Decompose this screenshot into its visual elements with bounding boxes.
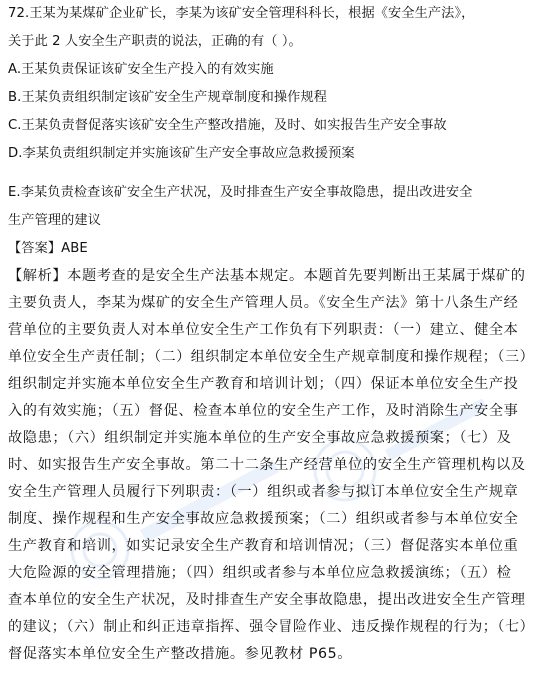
option-e-line-2: 生产管理的建议 bbox=[8, 213, 102, 228]
analysis-line-15: 督促落实本单位安全生产整改措施。参见教材 P65。 bbox=[8, 646, 353, 662]
option-d: D.李某负责组织制定并实施该矿生产安全事故应急救援预案 bbox=[8, 146, 355, 161]
analysis-line-13: 查本单位的安全生产状况，及时排查生产安全事故隐患，提出改进安全生产管理 bbox=[8, 592, 526, 608]
analysis-line-1: 【解析】本题考查的是安全生产法基本规定。本题首先要判断出王某属于煤矿的 bbox=[8, 268, 526, 284]
question-stem-line-2: 关于此 2 人安全生产职责的说法，正确的有（ ）。 bbox=[8, 34, 302, 49]
question-stem-line-1: 72.王某为某煤矿企业矿长，李某为该矿安全管理科科长，根据《安全生产法》， bbox=[8, 6, 475, 21]
analysis-line-14: 的建议；（六）制止和纠正违章指挥、强令冒险作业、违反操作规程的行为；（七） bbox=[8, 619, 535, 635]
option-a: A.王某负责保证该矿安全生产投入的有效实施 bbox=[8, 62, 274, 77]
option-b: B.王某负责组织制定该矿安全生产规章制度和操作规程 bbox=[8, 90, 328, 105]
answer-line: 【答案】ABE bbox=[8, 241, 88, 256]
option-e-line-1: E.李某负责检查该矿安全生产状况，及时排查生产安全事故隐患，提出改进安全 bbox=[8, 185, 473, 200]
analysis-line-9: 安全生产管理人员履行下列职责：（一）组织或者参与拟订本单位安全生产规章 bbox=[8, 484, 519, 500]
analysis-line-5: 组织制定并实施本单位安全生产教育和培训计划；（四）保证本单位安全生产投 bbox=[8, 376, 519, 392]
analysis-line-7: 故隐患；（六）组织制定并实施本单位的生产安全事故应急救援预案；（七）及 bbox=[8, 430, 512, 446]
analysis-line-12: 大危险源的安全管理措施；（四）组织或者参与本单位应急救援演练；（五）检 bbox=[8, 565, 512, 581]
analysis-line-6: 入的有效实施；（五）督促、检查本单位的安全生产工作，及时消除生产安全事 bbox=[8, 403, 519, 419]
analysis-line-10: 制度、操作规程和生产安全事故应急救援预案；（二）组织或者参与本单位安全 bbox=[8, 511, 519, 527]
analysis-line-2: 主要负责人，李某为煤矿的安全生产管理人员。《安全生产法》第十八条生产经 bbox=[8, 295, 519, 311]
analysis-line-3: 营单位的主要负责人对本单位安全生产工作负有下列职责：（一）建立、健全本 bbox=[8, 322, 519, 338]
analysis-line-11: 生产教育和培训，如实记录安全生产教育和培训情况；（三）督促落实本单位重 bbox=[8, 538, 519, 554]
analysis-line-8: 时、如实报告生产安全事故。第二十二条生产经营单位的安全生产管理机构以及 bbox=[8, 457, 526, 473]
analysis-line-4: 单位安全生产责任制；（二）组织制定本单位安全生产规章制度和操作规程；（三） bbox=[8, 349, 535, 365]
option-c: C.王某负责督促落实该矿安全生产整改措施，及时、如实报告生产安全事故 bbox=[8, 118, 447, 133]
